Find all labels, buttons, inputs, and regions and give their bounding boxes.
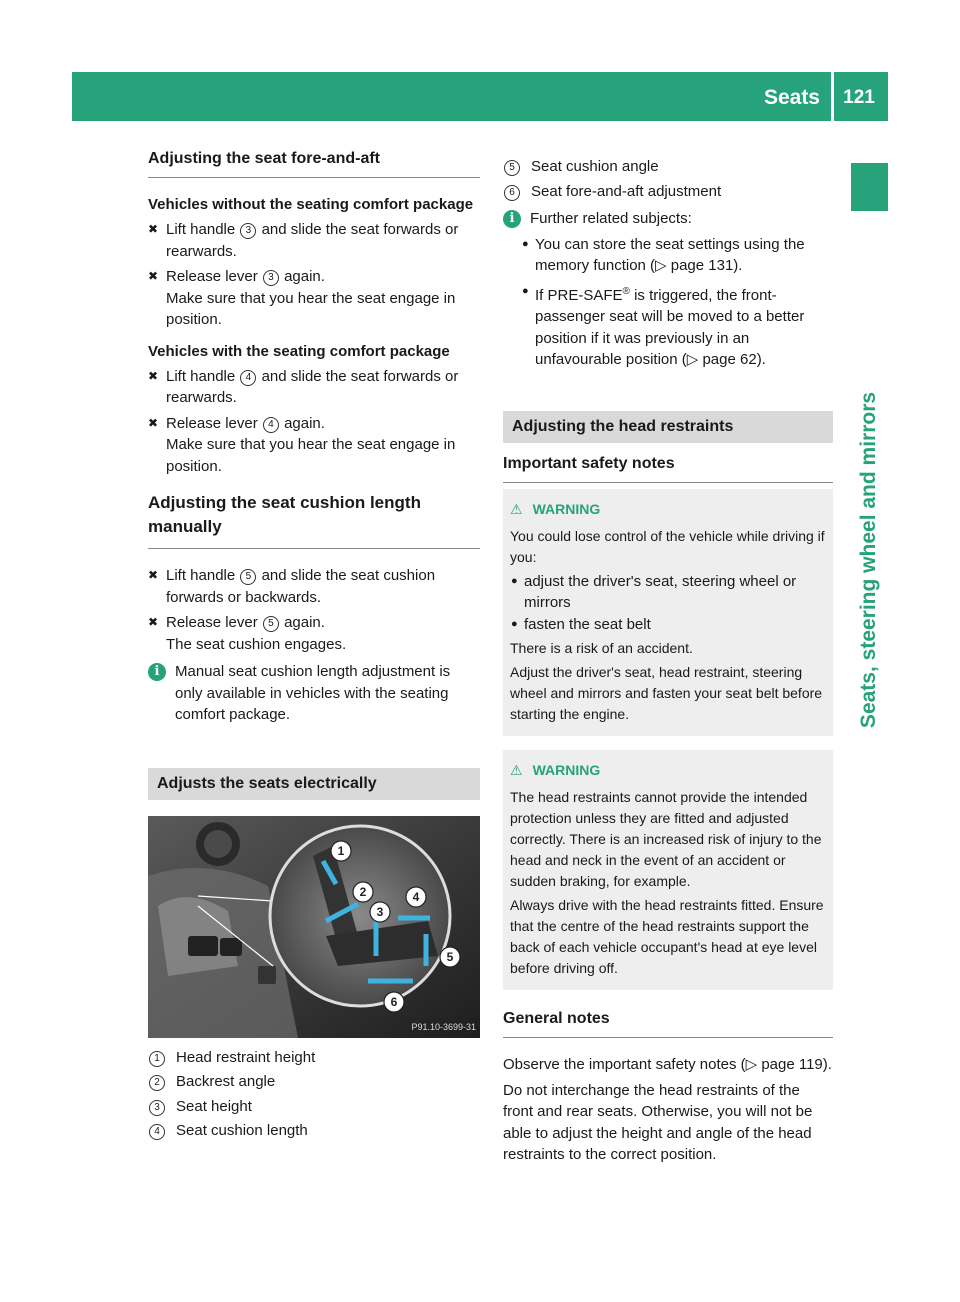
photo-code: P91.10-3699-31 xyxy=(411,1021,476,1032)
photo-label: 6 xyxy=(390,994,398,1009)
heading-cushion-length: Adjusting the seat cushion length manually xyxy=(148,491,480,549)
warning-box: ⚠ WARNING The head restraints cannot provide the intended protection unless they are fitted and adjusted correctly. There is an increased risk of injury to the head and neck in the event of an accident or sudden braking, for example. Always drive with the head restraints fitted. Ensure that the centre of the head restraints support the back of each vehicle occupant's head at eye level before driving off. xyxy=(503,750,833,990)
step-item: ✖ Release lever 3 again. Make sure that you hear the seat engage in position. xyxy=(148,268,456,328)
legend-item: 4 Seat cushion length xyxy=(148,1119,480,1144)
warning-box: ⚠ WARNING You could lose control of the vehicle while driving if you: ● adjust the driver's seat, steering wheel or mirrors ● fasten the seat belt There is a risk of an accident. Adjust the driver's seat, head restraint, steering wheel and mirrors and fasten your seat belt before starting the engine. xyxy=(503,489,833,737)
photo-label: 2 xyxy=(359,884,367,899)
paragraph: Observe the important safety notes (▷ page 119). xyxy=(503,1056,832,1073)
heading-head-restraints: Adjusting the head restraints xyxy=(503,411,833,443)
step-item: ✖ Lift handle 4 and slide the seat forwards or rearwards. xyxy=(148,367,459,406)
paragraph: Do not interchange the head restraints of the front and rear seats. Otherwise, you will not be able to adjust the height and angle of the head restraints to the correct position. xyxy=(503,1081,813,1163)
section-title: Seats xyxy=(763,86,820,109)
photo-label: 3 xyxy=(376,904,384,919)
photo-label: 5 xyxy=(446,949,454,964)
chapter-label: Seats, steering wheel and mirrors xyxy=(857,391,880,729)
heading-with-comfort: Vehicles with the seating comfort package xyxy=(148,342,450,360)
step-item: ✖ Lift handle 5 and slide the seat cushion forwards or backwards. xyxy=(148,567,436,606)
legend-item: 6 Seat fore-and-aft adjustment xyxy=(503,180,833,205)
heading-without-comfort: Vehicles without the seating comfort package xyxy=(148,196,474,213)
info-icon: i xyxy=(503,210,521,228)
warning-icon: ⚠ xyxy=(510,762,523,778)
legend-item: 1 Head restraint height xyxy=(148,1046,480,1071)
legend-item: 5 Seat cushion angle xyxy=(503,155,833,180)
legend-item: 3 Seat height xyxy=(148,1095,480,1120)
right-column xyxy=(503,155,833,1166)
seat-controls-photo xyxy=(148,816,480,1038)
heading-fore-aft: Adjusting the seat fore-and-aft xyxy=(148,150,480,178)
heading-safety-notes: Important safety notes xyxy=(503,455,833,483)
photo-label: 4 xyxy=(412,889,420,904)
page-number: 121 xyxy=(843,87,875,108)
list-item: ● If PRE-SAFE® is triggered, the front-passenger seat will be moved to a better position if it was previously in an unfavourable position (▷ page 62). xyxy=(522,284,805,368)
list-item: ● fasten the seat belt xyxy=(511,615,651,633)
step-item: ✖ Release lever 5 again. The seat cushion engages. xyxy=(148,614,347,653)
header-bar xyxy=(72,72,888,121)
left-column xyxy=(148,150,480,1144)
legend-item: 2 Backrest angle xyxy=(148,1070,480,1095)
step-item: ✖ Lift handle 3 and slide the seat forwards or rearwards. xyxy=(148,221,459,260)
step-item: ✖ Release lever 4 again. Make sure that you hear the seat engage in position. xyxy=(148,414,456,475)
info-icon: i xyxy=(148,663,166,681)
chapter-tab xyxy=(851,163,888,211)
info-related: i Further related subjects: xyxy=(503,208,833,230)
warning-icon: ⚠ xyxy=(510,500,523,517)
list-item: ● You can store the seat settings using the memory function (▷ page 131). xyxy=(522,235,805,274)
info-note: i Manual seat cushion length adjustment is only available in vehicles with the seating comfort package. xyxy=(148,661,480,726)
photo-label: 1 xyxy=(337,843,345,858)
list-item: ● adjust the driver's seat, steering wheel or mirrors xyxy=(511,572,797,611)
heading-electric: Adjusts the seats electrically xyxy=(148,768,480,800)
heading-general-notes: General notes xyxy=(503,1010,833,1038)
